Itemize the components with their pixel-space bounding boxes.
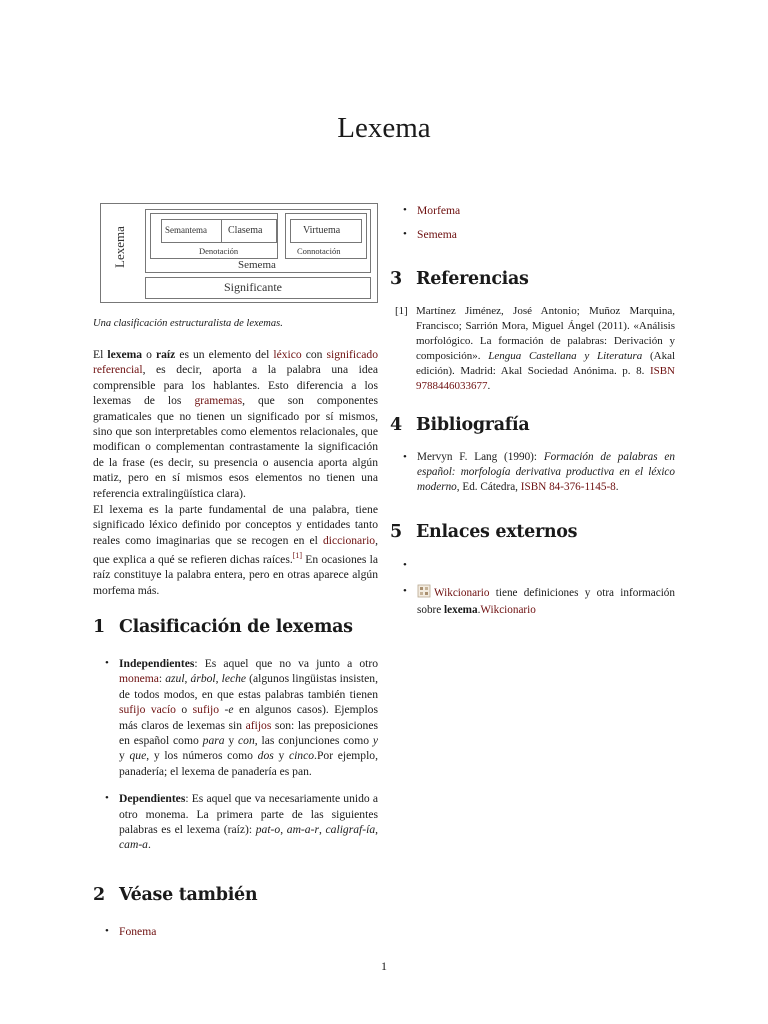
link-monema[interactable]: monema <box>119 672 159 686</box>
link-isbn[interactable]: ISBN 84-376-1145-8 <box>520 481 616 494</box>
term-dependientes: Dependientes <box>119 792 186 806</box>
text: , <box>375 823 379 837</box>
see-also-list-continued <box>403 203 675 243</box>
section-heading-1 <box>93 617 353 637</box>
section-heading-2 <box>93 885 257 905</box>
text: El lexema es la parte fundamental de una palabra, tiene significado léxico definido por conceptos y entidades tanto reales como imaginarias que se recogen en el <box>93 503 378 547</box>
text: Martínez Jiménez, José Antonio; Muñoz Marquina, Francisco; Sarrión Mora, Miguel Ángel (2011). «Análisis morfológico. La formación de palabras: Derivación y composición». <box>416 305 675 362</box>
text: , Ed. Cátedra, <box>456 481 521 494</box>
link-isbn[interactable]: ISBN 9788446033677 <box>416 365 675 392</box>
section-number: 3 <box>390 269 402 289</box>
bibliography-list <box>403 450 675 496</box>
text: , que explica a qué se refieren dichas raíces. <box>93 533 378 567</box>
text: Mervyn F. Lang (1990): <box>417 451 544 463</box>
list-item <box>403 584 675 618</box>
text: : <box>158 672 166 686</box>
text: , las conjunciones como <box>254 734 373 748</box>
link-sufijo-vacio[interactable]: sufijo vacío <box>119 703 176 717</box>
text: , <box>280 823 287 837</box>
figure-caption: Una clasificación estructuralista de lexemas. <box>93 318 283 329</box>
reference-1-link[interactable]: [1] <box>292 551 303 561</box>
list-item <box>403 203 675 218</box>
link-fonema[interactable]: Fonema <box>119 925 157 938</box>
text: , <box>215 672 222 686</box>
text: tiene definiciones y otra información sobre <box>417 587 675 616</box>
section-number: 4 <box>390 415 402 435</box>
term-raiz: raíz <box>155 348 176 361</box>
section-heading-3 <box>390 269 529 289</box>
diagram-lexema-label: Lexema <box>112 226 127 268</box>
diagram-clasema-label: Clasema <box>228 225 263 236</box>
link-afijos[interactable]: afijos <box>245 718 272 732</box>
section-title: Véase también <box>119 885 258 905</box>
reference-1-label: [1] <box>395 305 408 317</box>
link-significado-referencial[interactable]: significado referencial <box>93 348 379 377</box>
example: cinco <box>288 749 315 763</box>
link-sufijo[interactable]: sufijo <box>192 703 220 717</box>
text: (Akal edición). Madrid: Akal Sociedad Anónima. p. 8. <box>416 350 676 377</box>
section-title: Referencias <box>416 269 529 289</box>
link-wikcionario-2[interactable]: Wikcionario <box>480 604 536 616</box>
diagram-semantema-label: Semantema <box>165 225 207 235</box>
example: leche <box>221 672 247 686</box>
text: En ocasiones la raíz constituye la palabra entera, pero en otras aparece algún morfema más. <box>93 553 378 597</box>
link-wikcionario[interactable]: Wikcionario <box>434 587 490 599</box>
example: árbol <box>190 672 216 686</box>
section-number: 1 <box>93 617 105 637</box>
example: para <box>202 734 225 748</box>
text: con <box>301 348 327 361</box>
diagram-connotacion-label: Connotación <box>297 246 341 256</box>
intro-paragraph-2 <box>93 502 378 598</box>
example: dos <box>257 749 274 763</box>
text: . <box>615 481 619 494</box>
page-title: Lexema <box>337 112 431 144</box>
list-item <box>105 656 378 779</box>
text: en algunos casos). Ejemplos más claros de lexemas sin <box>119 703 378 732</box>
diagram-semema-label: Semema <box>238 259 276 271</box>
example: cam-a <box>119 838 148 852</box>
example: caligraf-ía <box>325 823 376 837</box>
example: pat-o <box>255 823 281 837</box>
example: con <box>238 734 255 748</box>
term-lexema: lexema <box>107 348 143 361</box>
text: o <box>142 348 156 361</box>
section-heading-4 <box>390 415 529 435</box>
link-gramemas[interactable]: gramemas <box>194 394 243 408</box>
example: azul <box>165 672 185 686</box>
list-item <box>105 791 378 853</box>
section-number: 5 <box>390 522 402 542</box>
link-semema[interactable]: Semema <box>417 228 457 242</box>
text: (algunos lingüistas insisten, de todos modos, en que estas palabras también tienen <box>119 672 378 701</box>
section-heading-5 <box>390 522 577 542</box>
text: , y los números como <box>146 749 258 763</box>
link-diccionario[interactable]: diccionario <box>322 533 376 547</box>
link-morfema[interactable]: Morfema <box>417 204 461 217</box>
text: - <box>219 703 229 717</box>
reference-1 <box>416 304 675 394</box>
wiktionary-logo-icon <box>417 584 431 603</box>
book-title: Formación de palabras en español: morfología derivativa productiva en el léxico moderno <box>417 451 675 494</box>
text: , <box>318 823 326 837</box>
see-also-list <box>105 924 378 939</box>
external-links-list <box>403 558 675 618</box>
page-number: 1 <box>381 959 387 973</box>
section-title: Clasificación de lexemas <box>119 617 353 637</box>
section-title: Bibliografía <box>416 415 530 435</box>
term-lexema: lexema <box>444 604 478 616</box>
example: que <box>129 749 147 763</box>
section-title: Enlaces externos <box>416 522 578 542</box>
link-lexico[interactable]: léxico <box>273 348 302 361</box>
diagram-significante-label: Significante <box>224 280 282 294</box>
example: e <box>228 703 234 717</box>
text: o <box>175 703 193 717</box>
text: y <box>224 734 239 748</box>
text: : Es aquel que no va junto a otro <box>194 657 378 670</box>
list-item <box>403 227 675 242</box>
text: , es decir, aporta a la palabra una idea comprensible para los hablantes. Esto diferencia a los lexemas de los <box>93 363 378 408</box>
diagram-denotacion-label: Denotación <box>199 246 239 256</box>
text: y <box>119 749 130 763</box>
lexeme-types-list <box>105 656 378 853</box>
text: . <box>147 838 151 852</box>
list-item <box>403 558 675 573</box>
book-title: Lengua Castellana y Literatura <box>488 350 643 362</box>
text: , que son componentes gramaticales que no tienen un significado por sí mismos, sino que son interpretables como elementos relacionales, que modifican o complementan contrastamente la significación de la frase (es decir, su presencia o ausencia aporta algún matiz, pero en sí mismos esos elementos no tienen una referencia extralingüística clara). <box>93 394 378 500</box>
example: am-a-r <box>286 823 319 837</box>
term-independientes: Independientes <box>119 657 195 670</box>
text: y <box>273 749 289 763</box>
example: y <box>372 734 379 748</box>
text: , <box>184 672 191 686</box>
text: . <box>477 604 481 616</box>
list-item <box>105 924 378 939</box>
text: El <box>93 348 108 361</box>
intro-paragraph-1 <box>93 347 378 501</box>
text: es un elemento del <box>175 348 274 361</box>
text: : Es aquel que va necesariamente unido a otro monema. La primera parte de las siguientes palabras es el lexema (raíz): <box>119 792 378 837</box>
text: .Por ejemplo, panadería; el lexema de panadería es pan. <box>119 749 378 778</box>
text: son: las preposiciones en español como <box>119 718 378 748</box>
text: . <box>487 380 491 392</box>
list-item <box>403 450 675 496</box>
diagram-virtuema-label: Virtuema <box>303 225 341 236</box>
section-number: 2 <box>93 885 105 905</box>
